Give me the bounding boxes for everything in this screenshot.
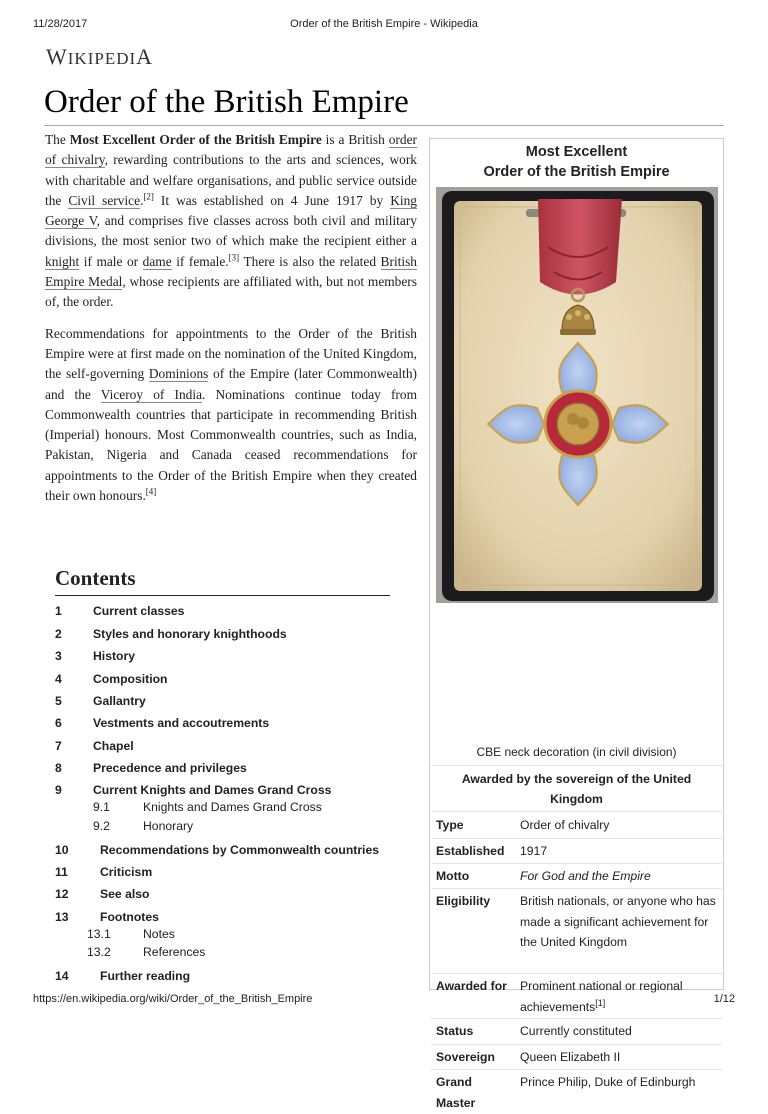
infobox-divider — [431, 888, 722, 889]
infobox-label-type: Type — [436, 818, 464, 832]
infobox-value-established: 1917 — [520, 844, 548, 858]
infobox-divider — [431, 1018, 722, 1019]
toc-title: Contents — [55, 566, 390, 596]
infobox-value-sovereign[interactable]: Queen Elizabeth II — [520, 1050, 621, 1064]
infobox-value-type[interactable]: Order of chivalry — [520, 818, 610, 832]
wordmark-a: A — [136, 44, 154, 69]
print-title: Order of the British Empire - Wikipedia — [290, 18, 478, 30]
link-order-of-chivalry[interactable]: order of chivalry — [45, 132, 417, 168]
wikipedia-logo[interactable] — [46, 44, 153, 70]
infobox-label-motto: Motto — [436, 869, 470, 883]
link-british-empire-medal[interactable]: British Empire Medal — [45, 253, 418, 290]
infobox-label-established: Established — [436, 844, 505, 858]
link-viceroy-of-india[interactable]: Viceroy of India — [100, 386, 203, 402]
wordmark-w: W — [46, 44, 68, 69]
lead-paragraph: The Most Excellent Order of the British Empire is a British order of chivalry, rewarding contributions to the arts and sciences, work with charitable and welfare organisations, and public service outside the Civil service.[2] It was established on 4 June 1917 by King George V, and comprises five classes across both civil and military divisions, the most senior two of which make the recipient either a knight if male or dame if female.[3] There is also the related British Empire Medal, whose recipients are affiliated with, but not members of, the order. — [45, 132, 418, 310]
infobox-value-awarded-for: Prominent national or regional achievements[1] — [520, 979, 683, 1014]
infobox-value-motto: For God and the Empire — [520, 869, 651, 883]
citation-ref[interactable]: [1] — [595, 997, 606, 1008]
bold-term: Most Excellent Order of the British Empire — [69, 132, 322, 147]
infobox-label-sovereign: Sovereign — [436, 1050, 495, 1064]
link-king-george-v[interactable]: King George V — [45, 192, 417, 229]
infobox-divider — [431, 1044, 722, 1045]
infobox-label-grand-master: Grand Master — [436, 1075, 476, 1110]
page-title: Order of the British Empire — [44, 84, 409, 120]
infobox-label-awarded-for: Awarded for — [436, 979, 507, 993]
title-divider — [44, 125, 724, 126]
second-paragraph: Recommendations for appointments to the Order of the British Empire were at first made on the nomination of the United Kingdom, the self-governing Dominions of the Empire (later Commonwealth) and the Viceroy of India. Nominations continue today from Commonwealth countries that participate in recommending British (Imperial) honours. Most Commonwealth countries, such as India, Pakistan, Nigeria and Canada ceased recommendations for appointments to the Order of the British Empire when they created their own honours.[4] — [45, 325, 417, 504]
infobox-divider — [431, 765, 722, 766]
article-body — [45, 130, 417, 517]
print-url: https://en.wikipedia.org/wiki/Order_of_the_British_Empire — [33, 993, 313, 1005]
citation-ref[interactable]: [3] — [228, 252, 240, 263]
infobox-divider — [431, 863, 722, 864]
infobox-value-status: Currently constituted — [520, 1024, 632, 1038]
table-of-contents: Contents 1 Current classes 2 Styles and honorary knighthoods 3 History 4 Composition 5 Gallantry 6 Vestments and accoutrements 7 Chapel 8 Precedence and privileges 9 Current Knights and Dames Grand Cross 9.1 Knights and Dames Grand Cross 9.2 Honorary 10 Recommendations by Commonwealth countries 11 Criticism 12 See also 13 Footnotes 13.1 Notes 13.2 References 14 Further reading — [55, 566, 390, 596]
print-page-number: 1/12 — [713, 993, 735, 1005]
image-caption: CBE neck decoration (in civil division) — [476, 745, 677, 759]
link-dame[interactable]: dame — [142, 253, 172, 269]
cbe-medal-image[interactable] — [436, 187, 718, 603]
infobox-label-status: Status — [436, 1024, 474, 1038]
infobox-awarded-by: Awarded by the sovereign of the United Kingdom — [461, 772, 692, 806]
infobox-value-grand-master[interactable]: Prince Philip, Duke of Edinburgh — [520, 1075, 696, 1089]
infobox-divider — [431, 1069, 722, 1070]
link-dominions[interactable]: Dominions — [148, 366, 209, 382]
infobox-divider — [431, 811, 722, 812]
infobox-divider — [431, 838, 722, 839]
wordmark-middle: IKIPEDI — [67, 49, 137, 68]
citation-ref[interactable]: [4] — [145, 486, 157, 497]
link-knight[interactable]: knight — [45, 253, 80, 269]
link-civil-service[interactable]: Civil service — [68, 192, 141, 208]
infobox-title: Most Excellent Order of the British Empire — [483, 144, 670, 180]
print-date: 11/28/2017 — [33, 18, 88, 30]
infobox-label-eligibility: Eligibility — [436, 894, 491, 908]
infobox-value-eligibility: British nationals, or anyone who has made a significant achievement for the United Kingdom — [520, 894, 716, 949]
infobox-divider — [431, 973, 722, 974]
citation-ref[interactable]: [2] — [143, 191, 154, 202]
